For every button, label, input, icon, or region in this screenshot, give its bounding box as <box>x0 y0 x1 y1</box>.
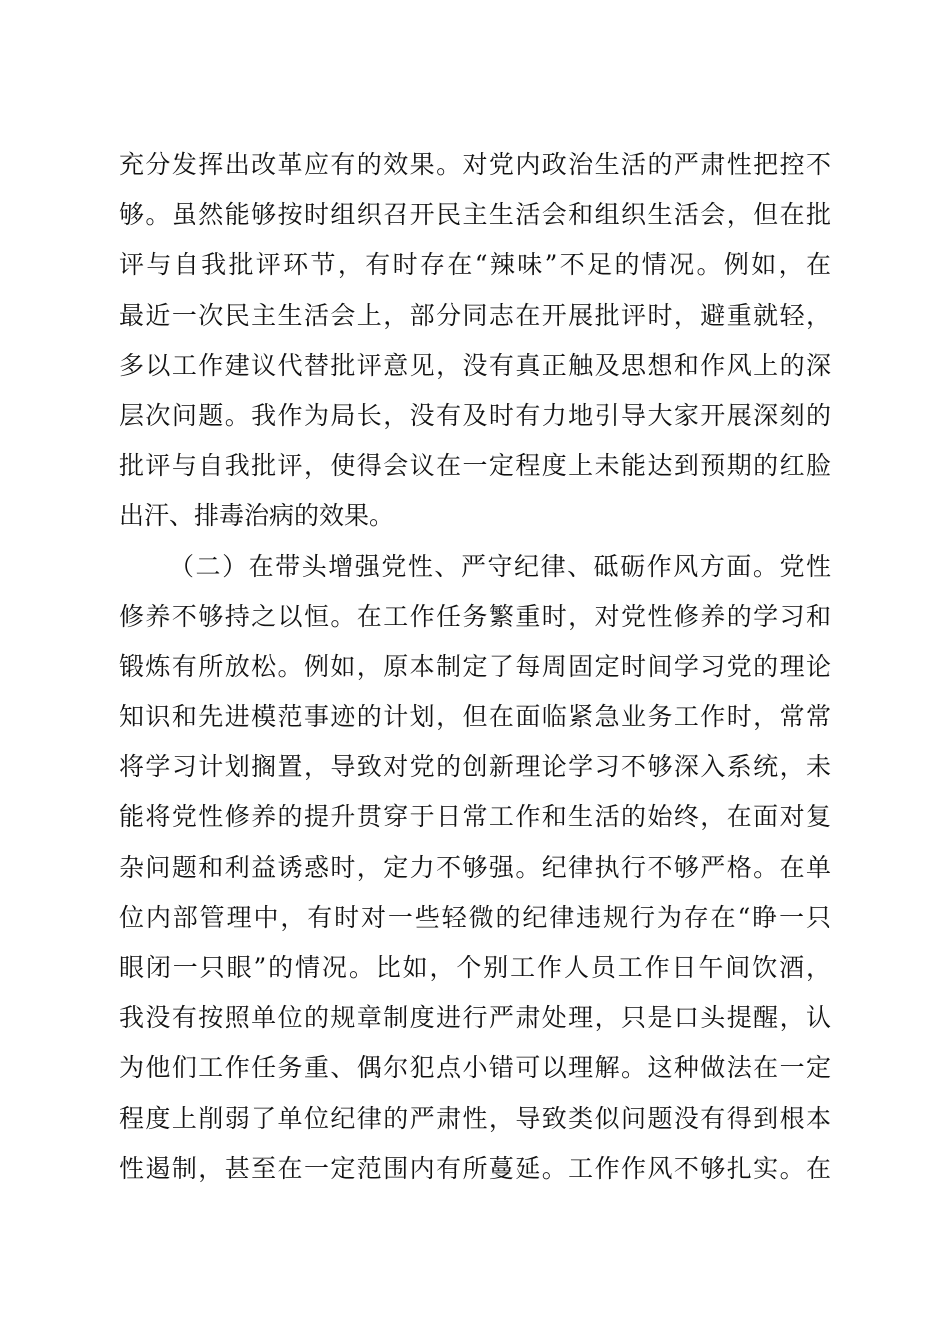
text-line: 能将党性修养的提升贯穿于日常工作和生活的始终，在面对复 <box>119 802 831 832</box>
text-line: 我没有按照单位的规章制度进行严肃处理，只是口头提醒，认 <box>119 1003 831 1033</box>
text-line: 为他们工作任务重、偶尔犯点小错可以理解。这种做法在一定 <box>119 1053 831 1083</box>
text-line: 批评与自我批评，使得会议在一定程度上未能达到预期的红脸 <box>119 451 831 481</box>
text-line: 出汗、排毒治病的效果。 <box>119 501 395 531</box>
text-line: 锻炼有所放松。例如，原本制定了每周固定时间学习党的理论 <box>119 651 831 681</box>
paragraph-2 <box>119 542 831 1194</box>
text-line: 位内部管理中，有时对一些轻微的纪律违规行为存在“睁一只 <box>119 902 831 932</box>
text-line: 层次问题。我作为局长，没有及时有力地引导大家开展深刻的 <box>119 400 831 430</box>
paragraph-1 <box>119 140 831 542</box>
text-line: 评与自我批评环节，有时存在“辣味”不足的情况。例如，在 <box>119 250 831 280</box>
section-heading-line: （二）在带头增强党性、严守纪律、砥砺作风方面。党性 <box>169 551 831 581</box>
text-line: 最近一次民主生活会上，部分同志在开展批评时，避重就轻， <box>119 300 831 330</box>
text-line: 够。虽然能够按时组织召开民主生活会和组织生活会，但在批 <box>119 200 831 230</box>
text-line: 程度上削弱了单位纪律的严肃性，导致类似问题没有得到根本 <box>119 1103 831 1133</box>
text-line: 眼闭一只眼”的情况。比如，个别工作人员工作日午间饮酒， <box>119 953 831 982</box>
text-line: 将学习计划搁置，导致对党的创新理论学习不够深入系统，未 <box>119 752 831 782</box>
text-line: 修养不够持之以恒。在工作任务繁重时，对党性修养的学习和 <box>119 601 831 631</box>
text-line: 充分发挥出改革应有的效果。对党内政治生活的严肃性把控不 <box>119 150 831 179</box>
text-line: 杂问题和利益诱惑时，定力不够强。纪律执行不够严格。在单 <box>119 852 831 882</box>
body-text <box>119 140 831 1194</box>
text-line: 多以工作建议代替批评意见，没有真正触及思想和作风上的深 <box>119 350 831 380</box>
text-line: 知识和先进模范事迹的计划，但在面临紧急业务工作时，常常 <box>119 702 831 732</box>
text-line: 性遏制，甚至在一定范围内有所蔓延。工作作风不够扎实。在 <box>119 1153 831 1183</box>
